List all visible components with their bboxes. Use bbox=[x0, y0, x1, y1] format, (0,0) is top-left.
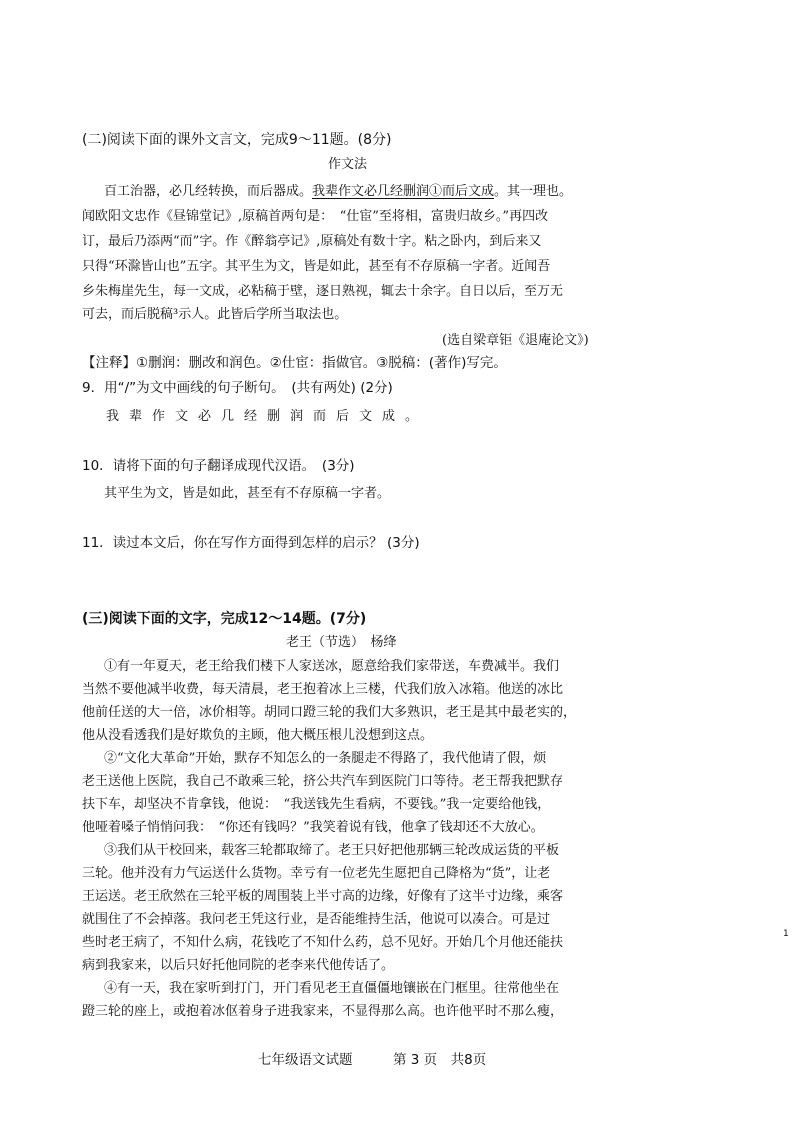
story-line: ②“文化大革命”开始，默存不知怎么的一条腿走不得路了，我代他请了假，烦 bbox=[104, 751, 547, 766]
section3-title: 老王（节选） 杨绛 bbox=[286, 635, 397, 650]
story-line: ③我们从干校回来，载客三轮都取缔了。老王只好把他那辆三轮改成运货的平板 bbox=[104, 843, 560, 858]
story-line: 当然不要他减半收费，每天清晨，老王抱着冰上三楼，代我们放入冰箱。他送的冰比 bbox=[82, 682, 564, 697]
story-line: 蹬三轮的座上，或抱着冰伛着身子进我家来，不显得那么高。也许他平时不那么瘦， bbox=[82, 1004, 564, 1019]
passage-line-6: 可去，而后脱稿³示人。此皆后学所当取法也。 bbox=[82, 307, 348, 322]
section3-heading: (三)阅读下面的文字，完成12～14题。(7分) bbox=[82, 611, 367, 627]
passage-line-5: 乡朱梅崖先生，每一文成，必粘稿于壁，逐日熟视，辄去十余字。自日以后，至万无 bbox=[82, 284, 564, 299]
passage-line-1 bbox=[104, 185, 572, 198]
source-citation: (选自梁章钜《退庵论文》) bbox=[442, 333, 589, 348]
story-line: ④有一天，我在家听到打门，开门看见老王直僵僵地镶嵌在门框里。往常他坐在 bbox=[104, 981, 560, 996]
passage-line-3: 订，最后乃添两“而”字。作《醉翁亭记》,原稿处有数十字。粘之卧内，到后来又 bbox=[82, 234, 542, 249]
section2-heading: (二)阅读下面的课外文言文，完成9～11题。(8分) bbox=[82, 132, 392, 148]
margin-number: 1 bbox=[783, 929, 789, 939]
story-line: 病到我家来，以后只好托他同院的老李来代他传话了。 bbox=[82, 958, 395, 973]
annotation-notes: 【注释】①删润：删改和润色。②仕宦：指做官。③脱稿：(著作)写完。 bbox=[82, 355, 507, 371]
story-line: 王运送。老王欣然在三轮平板的周围装上半寸高的边缘，好像有了这半寸边缘，乘客 bbox=[82, 889, 564, 904]
story-line: 他哑着嗓子悄悄问我： “你还有钱吗？”我笑着说有钱，他拿了钱却还不大放心。 bbox=[82, 820, 544, 835]
page-footer: 七年级语文试题 第 3 页 共8页 bbox=[258, 1052, 487, 1068]
question-9-sentence: 我辈作文必几经删润而后文成。 bbox=[106, 409, 429, 424]
passage-line-1-a: 百工治器，必几经转换，而后器成。 bbox=[104, 184, 313, 199]
story-line: ①有一年夏天，老王给我们楼下人家送冰，愿意给我们家带送，车费减半。我们 bbox=[104, 659, 560, 674]
passage-line-4: 只得“环滁皆山也”五字。其平生为文，皆是如此，甚至有不存原稿一字者。近闻吾 bbox=[82, 259, 551, 274]
story-line: 就围住了不会掉落。我问老王凭这行业，是否能维持生活，他说可以凑合。可是过 bbox=[82, 912, 551, 927]
story-line: 老王送他上医院，我自己不敢乘三轮，挤公共汽车到医院门口等待。老王帮我把默存 bbox=[82, 774, 564, 789]
story-line: 些时老王病了，不知什么病，花钱吃了不知什么药，总不见好。开始几个月他还能扶 bbox=[82, 935, 564, 950]
passage-line-2: 闻欧阳文忠作《昼锦堂记》,原稿首两句是： “仕宦”至将相，富贵归故乡。”再四改 bbox=[82, 209, 549, 224]
question-11: 11．读过本文后，你在写作方面得到怎样的启示？ (3分) bbox=[82, 535, 420, 551]
question-10-sentence: 其平生为文，皆是如此，甚至有不存原稿一字者。 bbox=[104, 486, 391, 501]
story-line: 扶下车，却坚决不肯拿钱，他说： “我送钱先生看病，不要钱。”我一定要给他钱， bbox=[82, 797, 551, 812]
question-10: 10．请将下面的句子翻译成现代汉语。 (3分) bbox=[82, 458, 355, 474]
story-line: 三轮。他并没有力气运送什么货物。幸亏有一位老先生愿把自己降格为“货”，让老 bbox=[82, 866, 551, 881]
underlined-sentence: 我辈作文必几经删润①而后文成 bbox=[312, 184, 495, 199]
story-line: 他从没看透我们是好欺负的主顾，他大概压根儿没想到这点。 bbox=[82, 728, 434, 743]
question-9: 9．用“/”为文中画线的句子断句。 (共有两处) (2分) bbox=[82, 380, 393, 396]
section2-title: 作文法 bbox=[328, 157, 368, 172]
passage-line-1-c: 。其一理也。 bbox=[494, 184, 573, 199]
story-line: 他前任送的大一倍，冰价相等。胡同口蹬三轮的我们大多熟识，老王是其中最老实的， bbox=[82, 705, 577, 720]
